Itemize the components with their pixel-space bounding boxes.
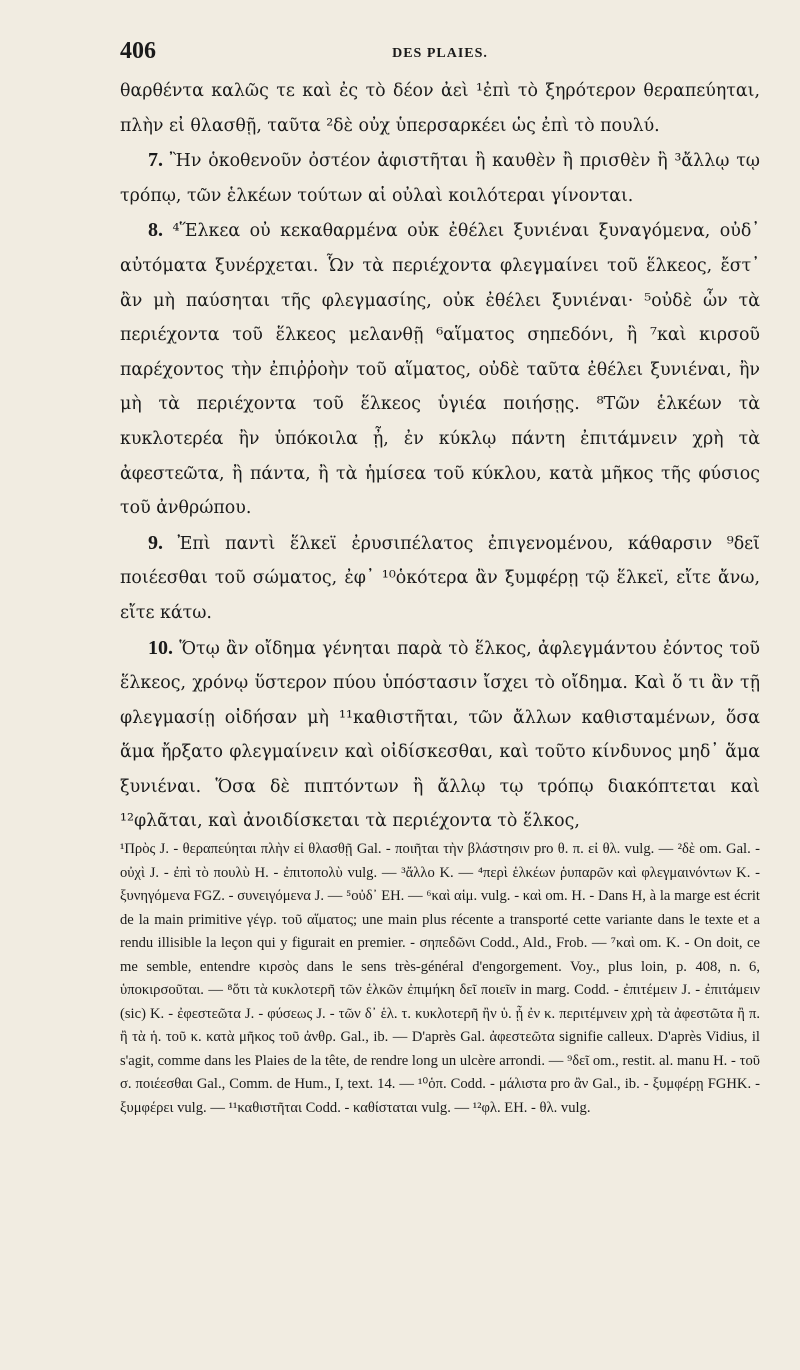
paragraph-10 [120, 631, 760, 840]
paragraph-text: Ἢν ὁκοθενοῦν ὀστέον ἀφιστῆται ἢ καυθὲν ἢ πρισθὲν ἢ ³ἄλλῳ τῳ τρόπῳ, τῶν ἑλκέων τούτων αἱ οὐλαὶ κοιλότεραι γίνονται. [120, 151, 760, 206]
main-text [120, 74, 760, 839]
page-number: 406 [120, 38, 156, 64]
page-header [120, 38, 760, 72]
paragraph-text: Ἐπὶ παντὶ ἕλκεϊ ἐρυσιπέλατος ἐπιγενομένου, κάθαρσιν ⁹δεῖ ποιέεσθαι τοῦ σώματος, ἐφ᾽ ¹⁰ὁκότερα ἂν ξυμφέρῃ τῷ ἕλκεϊ, εἴτε ἄνω, εἴτε κάτω. [120, 533, 761, 623]
paragraph-number: 10. [148, 636, 173, 659]
footnotes [120, 838, 760, 1120]
paragraph-number: 7. [148, 149, 163, 172]
paragraph-number: 8. [148, 219, 163, 242]
paragraph-8 [120, 213, 760, 525]
paragraph-7 [120, 143, 760, 213]
paragraph-9 [120, 526, 760, 631]
paragraph-text: Ὅτῳ ἂν οἴδημα γένηται παρὰ τὸ ἕλκος, ἀφλεγμάντου ἐόντος τοῦ ἕλκεος, χρόνῳ ὕστερον πύου ὑπόστασιν ἴσχει τὸ οἴδημα. Καὶ ὅ τι ἂν τῇ φλεγμασίῃ οἰδήσαν μὴ ¹¹καθιστῆται, τῶν ἄλλων καθισταμένων, ὅσα ἅμα ἤρξατο φλεγμαίνειν καὶ οἰδίσκεσθαι, καὶ τοῦτο κίνδυνος μηδ᾽ ἅμα ξυνιέναι. Ὅσα δὲ πιπτόντων ἢ ἄλλῳ τῳ τρόπῳ διακόπτεται καὶ ¹²φλᾶται, καὶ ἀνοιδίσκεται τὰ περιέχοντα τὸ ἕλκος, [120, 638, 760, 832]
continuation-paragraph: θαρθέντα καλῶς τε καὶ ἐς τὸ δέον ἀεὶ ¹ἐπὶ τὸ ξηρότερον θεραπεύηται, πλὴν εἰ θλασθῇ, ταῦτα ²δὲ οὐχ ὑπερσαρκέει ὡς ἐπὶ τὸ πουλύ. [120, 81, 760, 136]
running-head: DES PLAIES. [392, 46, 488, 61]
paragraph-text: ⁴Ἕλκεα οὐ κεκαθαρμένα οὐκ ἐθέλει ξυνιέναι ξυναγόμενα, οὐδ᾽ αὐτόματα ξυνέρχεται. Ὧν τὰ περιέχοντα φλεγμαίνει τοῦ ἕλκεος, ἔστ᾽ ἂν μὴ παύσηται τῆς φλεγμασίης, οὐκ ἐθέλει ξυνιέναι· ⁵οὐδὲ ὧν τὰ περιέχοντα τοῦ ἕλκεος μελανθῇ ⁶αἵματος σηπεδόνι, ἢ ⁷καὶ κιρσοῦ παρέχοντος τὴν ἐπιῤῥοὴν τοῦ αἵματος, οὐδὲ ταῦτα ἐθέλει ξυνιέναι, ἢν μὴ τὰ περιέχοντα τοῦ ἕλκεος ὑγιέα ποιήσῃς. ⁸Τῶν ἑλκέων τὰ κυκλοτερέα ἢν ὑπόκοιλα ᾖ, ἐν κύκλῳ πάντη ἐπιτάμνειν χρὴ τὰ ἀφεστεῶτα, ἢ πάντα, ἢ τὰ ἡμίσεα τοῦ κύκλου, κατὰ μῆκος τῆς φύσιος τοῦ ἀνθρώπου. [120, 221, 760, 519]
footnote-text: ¹Πρὸς J. - θεραπεύηται πλὴν εἰ θλασθῇ Gal. - ποιῆται τὴν βλάστησιν pro θ. π. εἰ θλ. vulg. — ²δὲ om. Gal. - οὐχὶ J. - ἐπὶ τὸ πουλὺ H. - ἐπιτοπολὺ vulg. — ³ἄλλο K. — ⁴περὶ ἑλκέων ῥυπαρῶν καὶ φλεγμαινόντων K. - ξυνηγόμενα FGZ. - συνειγόμενα J. — ⁵οὐδ᾽ EH. — ⁶καὶ αἱμ. vulg. - καὶ om. H. - Dans H, à la marge est écrit de la main primitive γέγρ. τοῦ αἵματος; une main plus récente a transporté cette variante dans le texte et a rendu illisible la leçon qui y figurait en premier. - σηπεδῶνι Codd., Ald., Frob. — ⁷καὶ om. K. - On doit, ce me semble, entendre κιρσὸς dans le sens très-général d'engorgement. Voy., plus loin, p. 408, n. 6, ὑποκιρσοῦται. — ⁸ὅτι τὰ κυκλοτερῆ τῶν ἑλκῶν ἐπιμήκη δεῖ ποιεῖν in marg. Codd. - ἐπιτέμειν J. - ἐπιτάμειν (sic) K. - ἐφεστεῶτα J. - φύσεως J. - τῶν δ᾽ ἑλ. τ. κυκλοτερῆ ἢν ὑ. ᾖ ἐν κ. περιτέμνειν χρὴ τὰ ἀφεστῶτα ἢ π. ἢ τὰ ἡ. τοῦ κ. κατὰ μῆκος τοῦ ἀνθρ. Gal., ib. — D'après Gal. ἀφεστεῶτα signifie calleux. D'après Vidius, il s'agit, comme dans les Plaies de la tête, de rendre long un ulcère arrondi. — ⁹δεῖ om., restit. al. manu H. - τοῦ σ. ποιέεσθαι Gal., Comm. de Hum., I, text. 14. — ¹⁰ὁπ. Codd. - μάλιστα pro ἂν Gal., ib. - ξυμφέρῃ FGHK. - ξυμφέρει vulg. — ¹¹καθιστῆται Codd. - καθίσταται vulg. — ¹²φλ. EH. - θλ. vulg. [120, 841, 760, 1116]
paragraph-number: 9. [148, 531, 163, 554]
